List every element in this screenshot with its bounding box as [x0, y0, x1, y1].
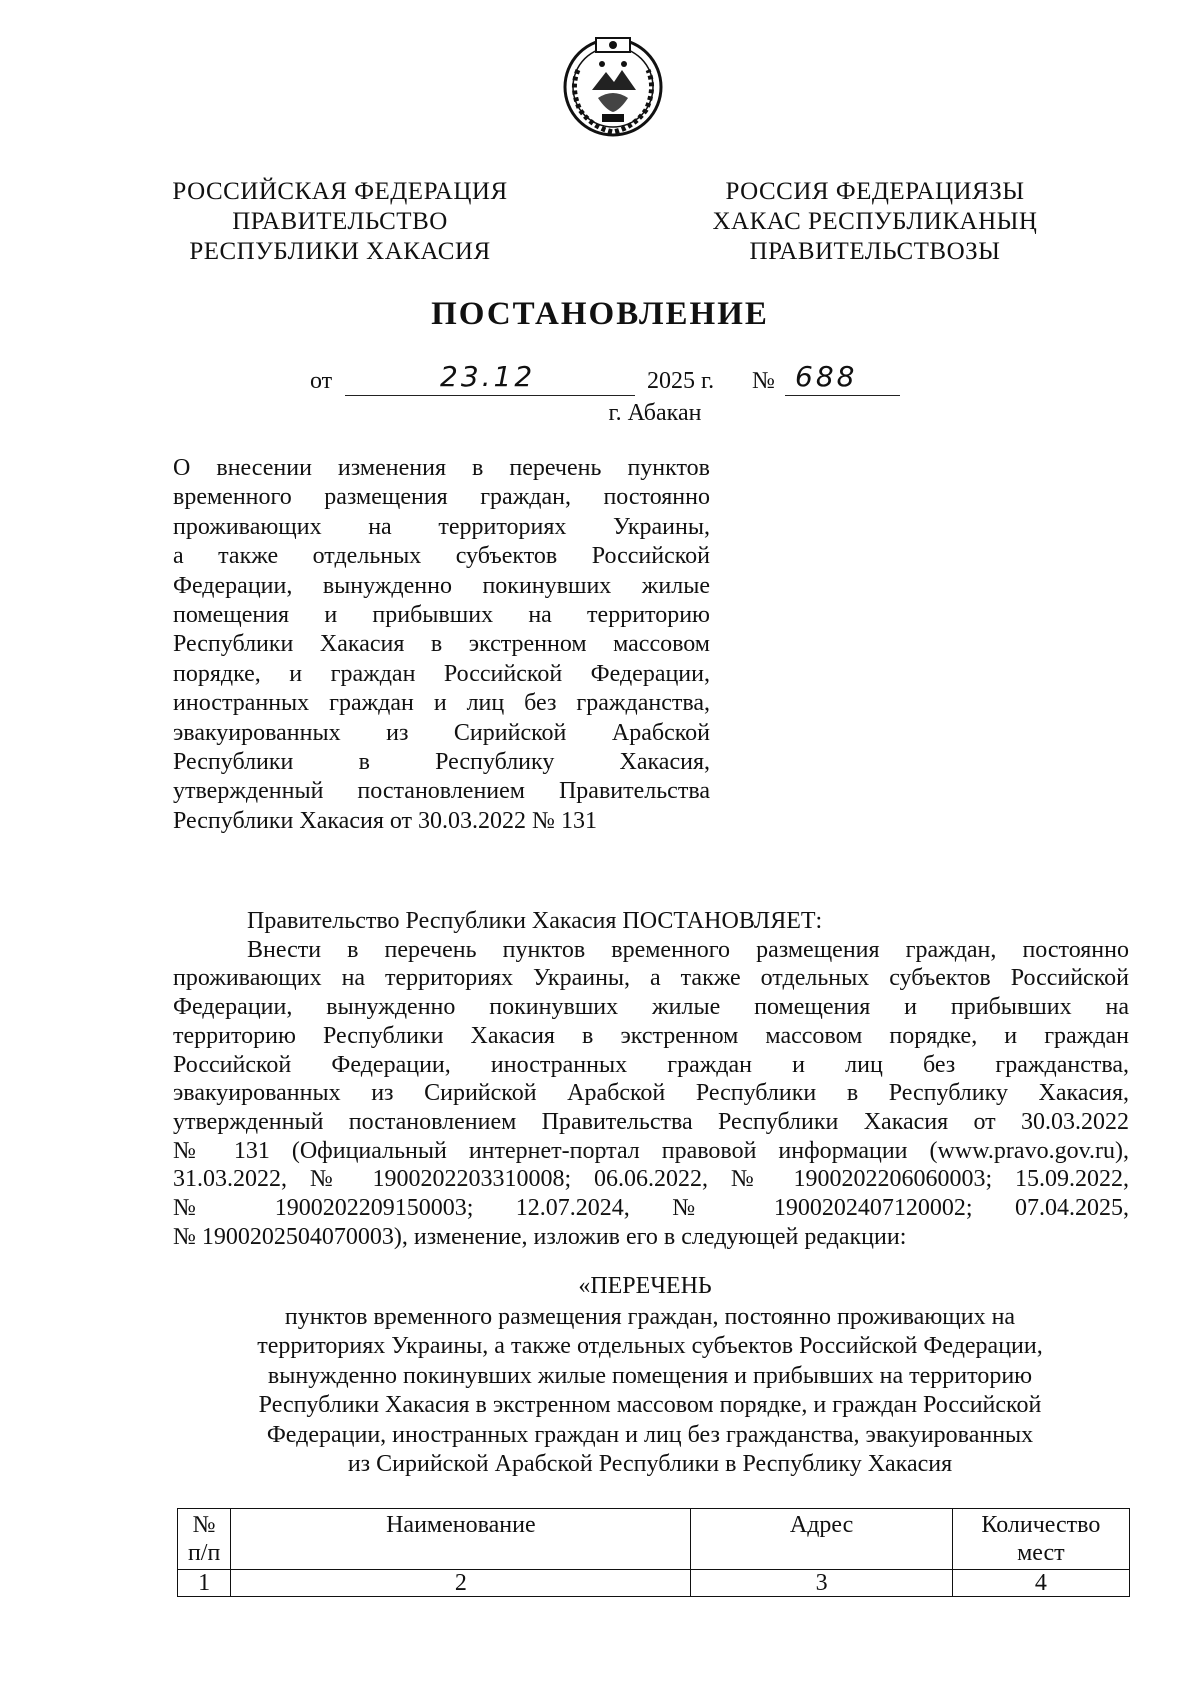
- shelters-table: [177, 1508, 1130, 1597]
- body-line: Российской Федерации, иностранных граждан и лиц без гражданства,: [173, 1051, 1129, 1078]
- number-label: №: [752, 368, 775, 394]
- resolves-line: Правительство Республики Хакасия ПОСТАНОВЛЯЕТ:: [247, 908, 823, 934]
- subject-block: [173, 454, 710, 836]
- body-line: № 1900202209150003; 12.07.2024, № 1900202407120002; 07.04.2025,: [173, 1195, 1129, 1222]
- column-number-cell: 4: [952, 1570, 1129, 1597]
- list-title-line: пунктов временного размещения граждан, постоянно проживающих на: [284, 1304, 1016, 1330]
- subject-line: эвакуированных из Сирийской Арабской: [173, 719, 710, 746]
- number-underline: [785, 395, 900, 396]
- handwritten-date: 23.12: [440, 360, 536, 393]
- header-cell-number: № п/п: [178, 1509, 231, 1570]
- subject-line: иностранных граждан и лиц без гражданства,: [173, 690, 710, 717]
- header-right-line: ПРАВИТЕЛЬСТВОЗЫ: [749, 238, 1001, 265]
- header-cell-address: Адрес: [691, 1509, 952, 1570]
- column-number-cell: 2: [231, 1570, 691, 1597]
- table-header-row: [178, 1509, 1130, 1570]
- subject-line: О внесении изменения в перечень пунктов: [173, 455, 710, 481]
- handwritten-number: 688: [795, 360, 858, 393]
- list-title-line: Республики Хакасия в экстренном массовом порядке, и граждан Российской: [258, 1392, 1042, 1419]
- header-right-line: РОССИЯ ФЕДЕРАЦИЯЗЫ: [725, 178, 1025, 205]
- body-line: утвержденный постановлением Правительства Республики Хакасия от 30.03.2022: [173, 1108, 1129, 1135]
- body-line: территорию Республики Хакасия в экстренном массовом порядке, и граждан: [173, 1022, 1129, 1049]
- list-title-line: территориях Украины, а также отдельных субъектов Российской Федерации,: [257, 1333, 1043, 1360]
- subject-line: Федерации, вынужденно покинувших жилые: [173, 572, 710, 599]
- body-line: эвакуированных из Сирийской Арабской Республики в Республику Хакасия,: [173, 1080, 1129, 1107]
- body-line: проживающих на территориях Украины, а также отдельных субъектов Российской: [173, 965, 1129, 992]
- header-right: [705, 177, 1045, 267]
- body-line: № 1900202504070003), изменение, изложив его в следующей редакции:: [173, 1223, 907, 1250]
- header-cell-capacity: Количество мест: [952, 1509, 1129, 1570]
- header-cell-name: Наименование: [231, 1509, 691, 1570]
- body-line: № 131 (Официальный интернет-портал правовой информации (www.pravo.gov.ru),: [173, 1137, 1129, 1164]
- table-column-numbers-row: [178, 1570, 1130, 1597]
- coat-of-arms-emblem: [558, 30, 668, 140]
- list-title: [180, 1303, 1120, 1479]
- subject-line: утвержденный постановлением Правительства: [173, 778, 710, 805]
- header-left: [170, 177, 510, 267]
- header-left-line: ПРАВИТЕЛЬСТВО: [232, 208, 448, 235]
- date-year: 2025 г.: [647, 368, 715, 394]
- subject-line: проживающих на территориях Украины,: [173, 513, 710, 540]
- body-line: 31.03.2022, № 1900202203310008; 06.06.2022, № 1900202206060003; 15.09.2022,: [173, 1166, 1129, 1193]
- list-title-line: из Сирийской Арабской Республики в Республику Хакасия: [347, 1451, 953, 1478]
- subject-line: а также отдельных субъектов Российской: [173, 543, 710, 570]
- body-line: Внести в перечень пунктов временного размещения граждан, постоянно: [247, 936, 1129, 963]
- body-text: [173, 907, 1129, 1251]
- header-right-line: ХАКАС РЕСПУБЛИКАНЫҢ: [712, 208, 1038, 235]
- city: г. Абакан: [608, 400, 702, 426]
- list-title-line: вынужденно покинувших жилые помещения и прибывших на территорию: [267, 1362, 1033, 1389]
- list-title-line: Федерации, иностранных граждан и лиц без гражданства, эвакуированных: [266, 1421, 1034, 1448]
- subject-line: временного размещения граждан, постоянно: [173, 484, 710, 511]
- header-left-line: РОССИЙСКАЯ ФЕДЕРАЦИЯ: [172, 178, 508, 205]
- date-prefix: от: [310, 368, 333, 394]
- subject-line: Республики Хакасия в экстренном массовом: [173, 631, 710, 658]
- list-heading: «ПЕРЕЧЕНЬ: [578, 1273, 712, 1299]
- column-number-cell: 1: [178, 1570, 231, 1597]
- subject-line: помещения и прибывших на территорию: [173, 602, 710, 629]
- date-underline: [345, 395, 635, 396]
- body-line: Федерации, вынужденно покинувших жилые помещения и прибывших на: [173, 994, 1129, 1021]
- column-number-cell: 3: [691, 1570, 952, 1597]
- subject-line: Республики в Республику Хакасия,: [173, 749, 710, 776]
- document-type-title: ПОСТАНОВЛЕНИЕ: [431, 296, 769, 332]
- header-left-line: РЕСПУБЛИКИ ХАКАСИЯ: [189, 238, 491, 265]
- subject-line: Республики Хакасия от 30.03.2022 № 131: [173, 807, 597, 834]
- subject-line: порядке, и граждан Российской Федерации,: [173, 660, 710, 687]
